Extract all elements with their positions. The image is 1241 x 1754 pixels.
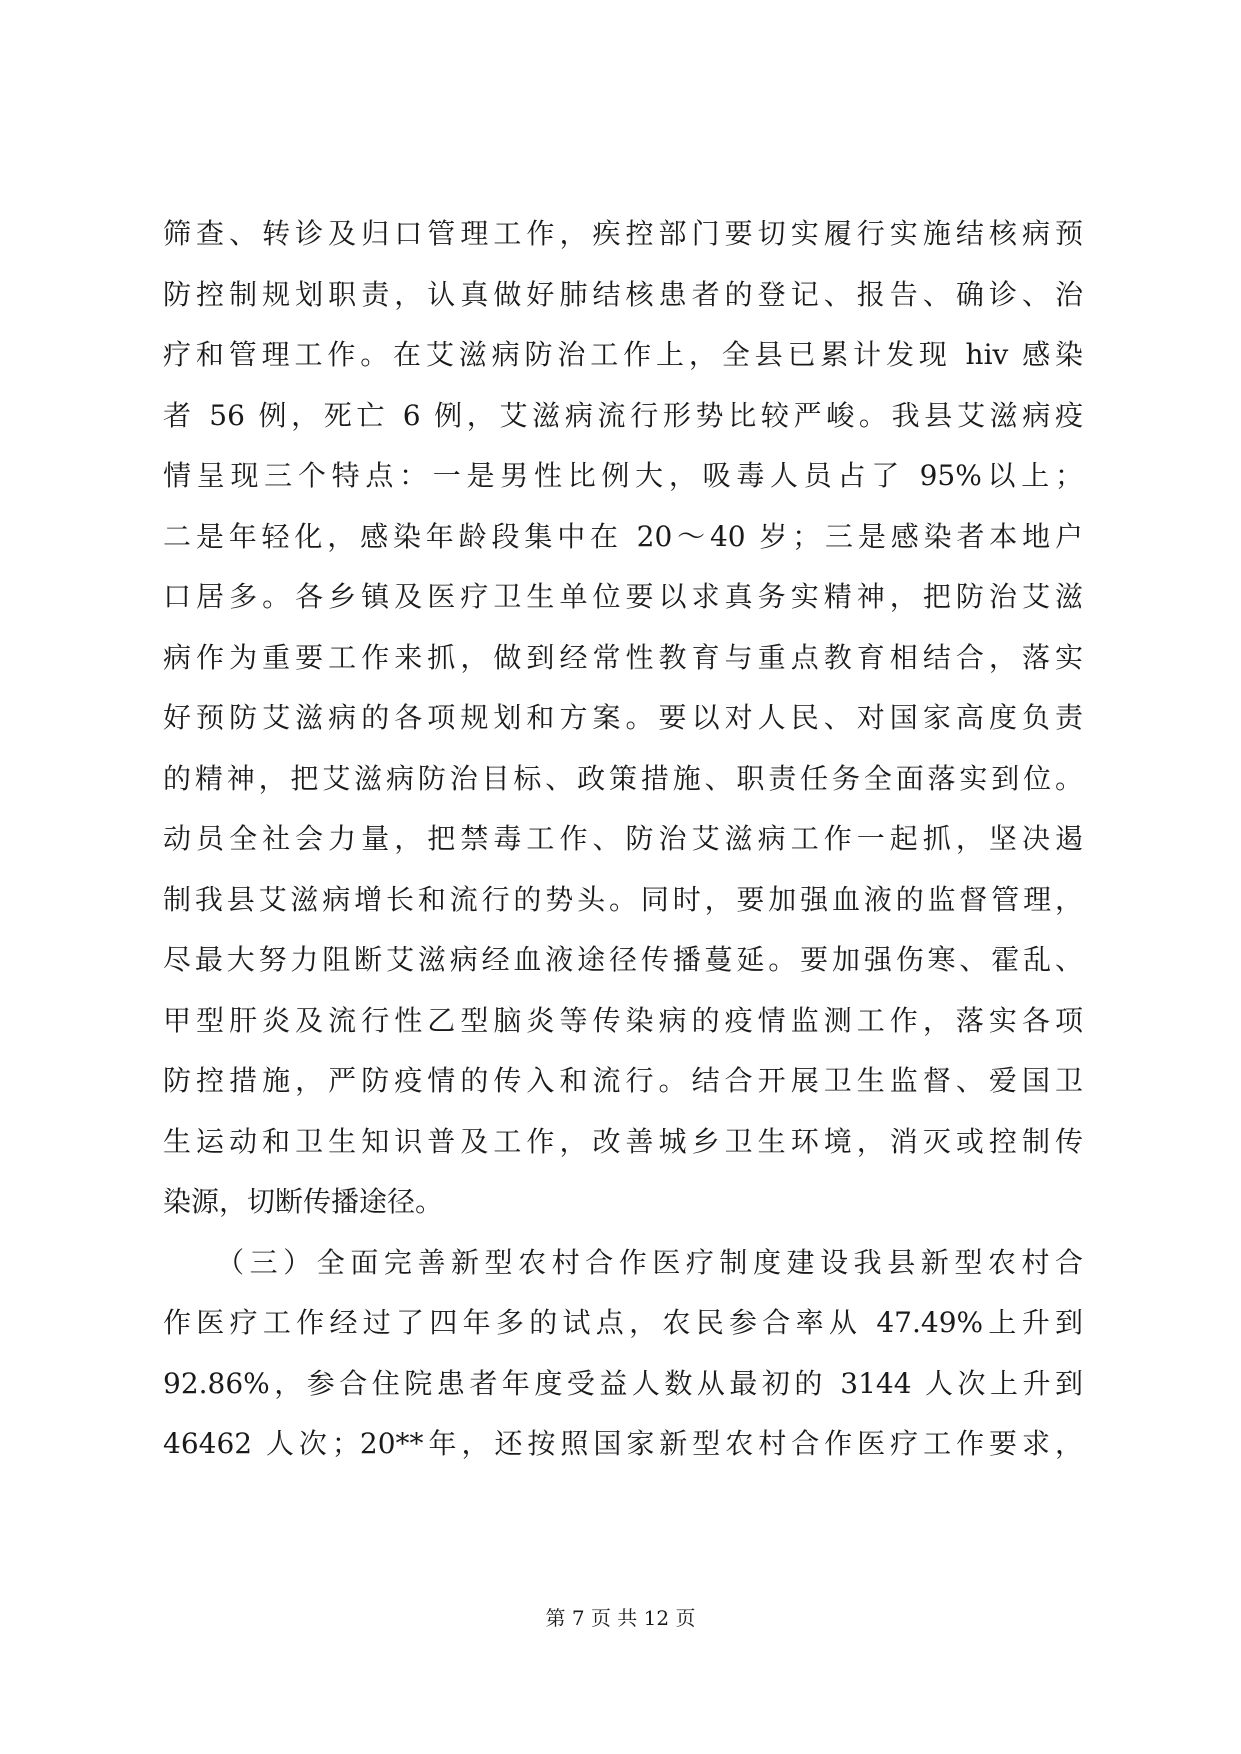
text-line: 筛查、转诊及归口管理工作，疾控部门要切实履行实施结核病预 <box>163 217 1083 250</box>
text-line: 92.86%，参合住院患者年度受益人数从最初的 3144 人次上升到 <box>163 1366 1083 1400</box>
text-line: 者 56 例，死亡 6 例，艾滋病流行形势比较严峻。我县艾滋病疫 <box>163 398 1083 432</box>
text-line: 情呈现三个特点：一是男性比例大，吸毒人员占了 95%以上； <box>163 459 1083 492</box>
paragraph-end-line: 染源，切断传播途径。 <box>163 1185 444 1218</box>
text-line: 防控制规划职责，认真做好肺结核患者的登记、报告、确诊、治 <box>163 277 1083 311</box>
text-line: 动员全社会力量，把禁毒工作、防治艾滋病工作一起抓，坚决遏 <box>163 822 1083 855</box>
text-line: 防控措施，严防疫情的传入和流行。结合开展卫生监督、爱国卫 <box>163 1064 1083 1097</box>
text-line: 甲型肝炎及流行性乙型脑炎等传染病的疫情监测工作，落实各项 <box>163 1003 1083 1037</box>
section-heading-line: （三）全面完善新型农村合作医疗制度建设我县新型农村合 <box>163 1245 1083 1279</box>
text-line: 尽最大努力阻断艾滋病经血液途径传播蔓延。要加强伤寒、霍乱、 <box>163 943 1083 976</box>
text-line: 二是年轻化，感染年龄段集中在 20～40 岁；三是感染者本地户 <box>163 519 1083 553</box>
text-line: 制我县艾滋病增长和流行的势头。同时，要加强血液的监督管理， <box>163 882 1083 916</box>
text-line: 疗和管理工作。在艾滋病防治工作上，全县已累计发现 hiv 感染 <box>163 338 1083 371</box>
text-line: 好预防艾滋病的各项规划和方案。要以对人民、对国家高度负责 <box>163 701 1083 734</box>
text-line: 病作为重要工作来抓，做到经常性教育与重点教育相结合，落实 <box>163 640 1083 674</box>
page-footer <box>0 1604 1241 1632</box>
page-number: 第 7 页 共 12 页 <box>545 1606 696 1630</box>
text-line: 生运动和卫生知识普及工作，改善城乡卫生环境，消灭或控制传 <box>163 1124 1083 1158</box>
body-text <box>163 204 1083 1475</box>
text-line: 口居多。各乡镇及医疗卫生单位要以求真务实精神，把防治艾滋 <box>163 580 1083 613</box>
text-line: 作医疗工作经过了四年多的试点，农民参合率从 47.49%上升到 <box>163 1306 1083 1339</box>
text-line: 46462 人次；20**年，还按照国家新型农村合作医疗工作要求， <box>163 1427 1083 1460</box>
text-line: 的精神，把艾滋病防治目标、政策措施、职责任务全面落实到位。 <box>163 761 1083 795</box>
